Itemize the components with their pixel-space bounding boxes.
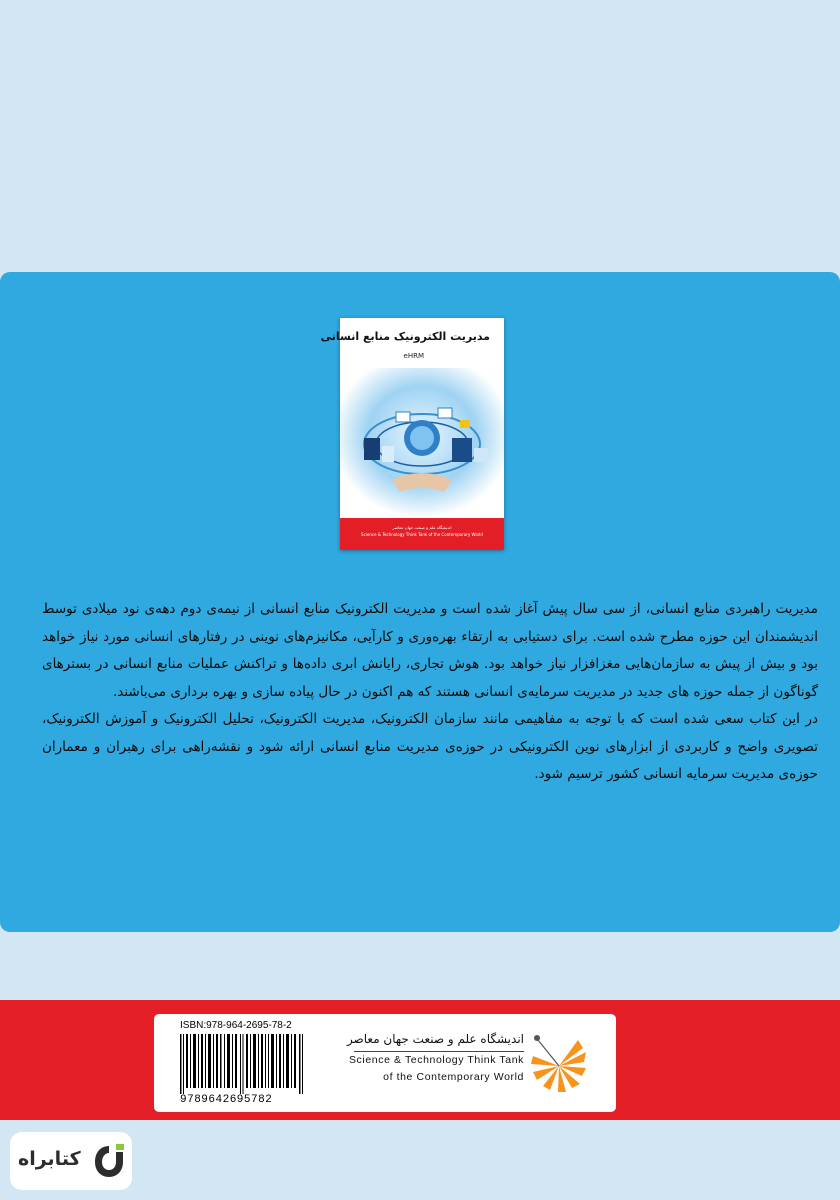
description-text (42, 596, 818, 789)
publisher-name-en-line-1: Science & Technology Think Tank (348, 1054, 524, 1066)
ketabrah-watermark (10, 1132, 132, 1190)
barcode (180, 1034, 304, 1094)
thumbnail-title: مدیریت الکترونیک منابع انسانی (320, 330, 490, 343)
thumbnail-subtitle: eHRM (403, 352, 424, 360)
barcode-digits: 9789642695782 (180, 1094, 273, 1106)
front-cover-thumbnail (320, 318, 504, 550)
isbn-label: ISBN:978-964-2695-78-2 (180, 1020, 292, 1031)
description-paragraph-1: مدیریت راهبردی منابع انسانی، از سی سال پیش آغاز شده است و مدیریت الکترونیک منابع انسانی از نیمه‌ی دوم دهه‌ی نود میلادی توسط اندیشمندان این حوزه مطرح شده است. برای دستیابی به ارتقاء بهره‌وری و کارآیی، مکانیزم‌های نوینی در رفتارهای انسانی مورد نیاز خواهد بود و بیش از پیش به سازمان‌هایی مغزافزار نیاز خواهد بود. هوش تجاری، رایانش ابری داده‌ها و تراکنش عملیات منابع انسانی در بسترهای گوناگون از جمله حوزه های جدید در مدیریت سرمایه‌ی انسانی هستند که هم اکنون در حال پیاده سازی و بهره برداری می‌باشند. (42, 601, 818, 700)
watermark-text: کتابراه (18, 1148, 81, 1170)
thumbnail-publisher-fa: اندیشگاه علم و صنعت جهان معاصر (392, 525, 452, 530)
publisher-name-en-line-2: of the Contemporary World (383, 1071, 524, 1083)
thumbnail-publisher-strip (340, 518, 504, 550)
publisher-logo-icon (528, 1026, 590, 1094)
thumbnail-illustration (340, 368, 504, 518)
thumbnail-publisher-en: Science & Technology Think Tank of the Contemporary World (361, 532, 483, 537)
publisher-info-box (154, 1014, 616, 1112)
description-paragraph-2: در این کتاب سعی شده است که با توجه به مفاهیمی مانند سازمان الکترونیک، مدیریت الکترونیک، تحلیل الکترونیک و آموزش الکترونیک، تصویری واضح و کاربردی از ابزارهای نوین الکترونیکی در حوزه‌ی مدیریت منابع انسانی ارائه شود و نقشه‌راهی برای رهبران و معماران حوزه‌ی مدیریت سرمایه انسانی کشور ترسیم شود. (42, 711, 818, 782)
publisher-divider (354, 1051, 524, 1052)
ketabrah-logo-icon (92, 1142, 126, 1180)
publisher-name-fa: اندیشگاه علم و صنعت جهان معاصر (346, 1032, 524, 1046)
